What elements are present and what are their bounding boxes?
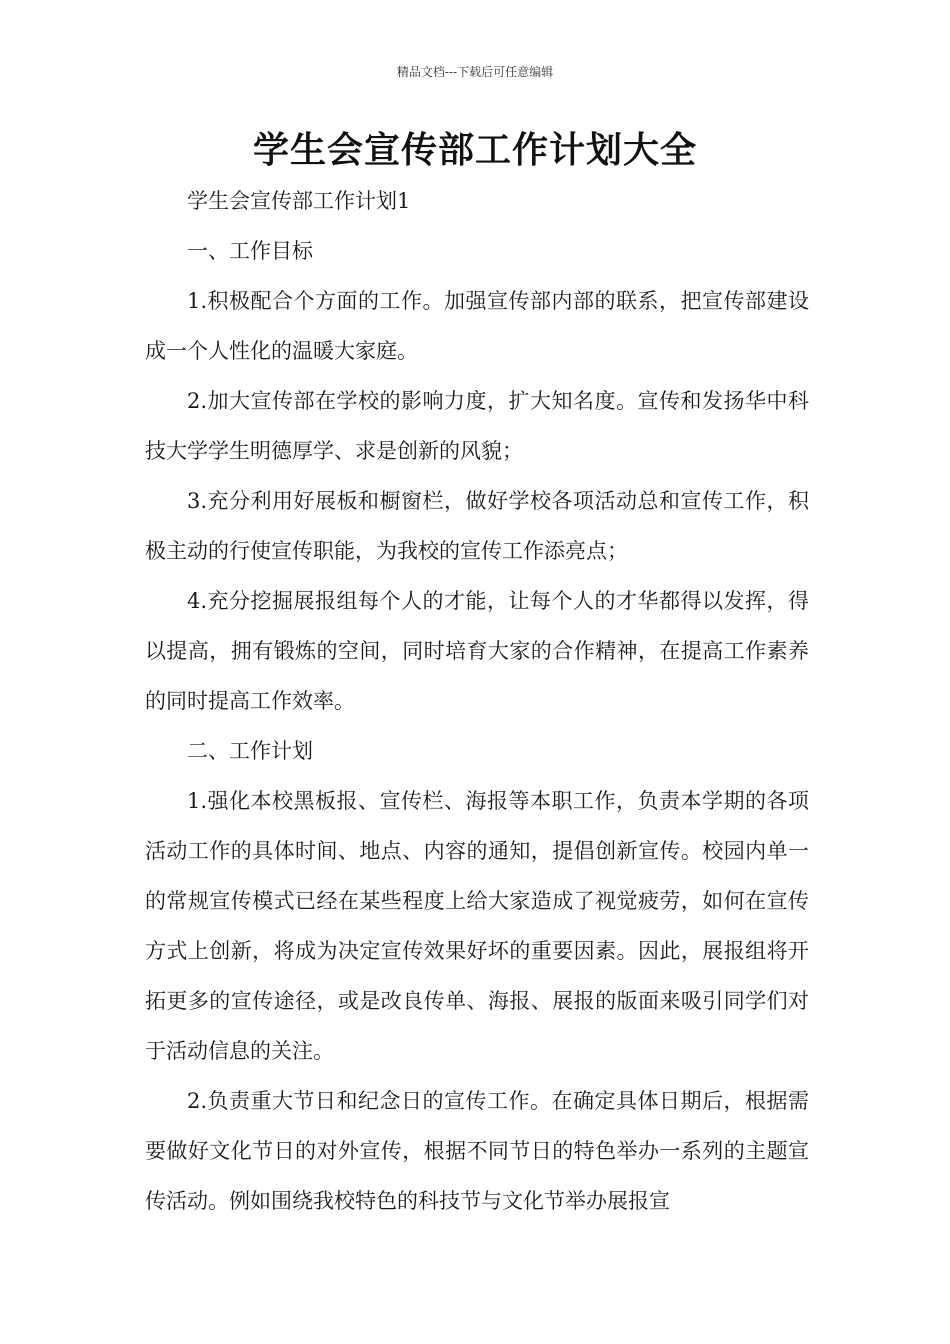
paragraph: 1.强化本校黑板报、宣传栏、海报等本职工作，负责本学期的各项活动工作的具体时间、地点、内容的通知，提倡创新宣传。校园内单一的常规宣传模式已经在某些程度上给大家造成了视觉疲劳，如何在宣传方式上创新，将成为决定宣传效果好坏的重要因素。因此，展报组将开拓更多的宣传途径，或是改良传单、海报、展报的版面来吸引同学们对于活动信息的关注。 [145,789,809,1063]
section-heading-plan: 二、工作计划 [187,739,313,763]
paragraph: 2.加大宣传部在学校的影响力度，扩大知名度。宣传和发扬华中科技大学学生明德厚学、求是创新的风貌； [145,389,809,463]
document-title: 学生会宣传部工作计划大全 [252,130,697,171]
paragraph: 1.积极配合个方面的工作。加强宣传部内部的联系，把宣传部建设成一个人性化的温暖大家庭。 [145,289,809,363]
section-subtitle: 学生会宣传部工作计划1 [187,189,411,213]
paragraph: 3.充分利用好展板和橱窗栏，做好学校各项活动总和宣传工作，积极主动的行使宣传职能，为我校的宣传工作添亮点； [145,489,809,563]
paragraph: 4.充分挖掘展报组每个人的才能，让每个人的才华都得以发挥，得以提高，拥有锻炼的空间，同时培育大家的合作精神，在提高工作素养的同时提高工作效率。 [145,589,809,713]
section-heading-goals: 一、工作目标 [187,239,313,263]
page-header-note: 精品文档---下载后可任意编辑 [396,65,554,79]
document-body [145,176,809,1226]
paragraph: 2.负责重大节日和纪念日的宣传工作。在确定具体日期后，根据需要做好文化节日的对外宣传，根据不同节日的特色举办一系列的主题宣传活动。例如围绕我校特色的科技节与文化节举办展报宣 [145,1089,809,1213]
